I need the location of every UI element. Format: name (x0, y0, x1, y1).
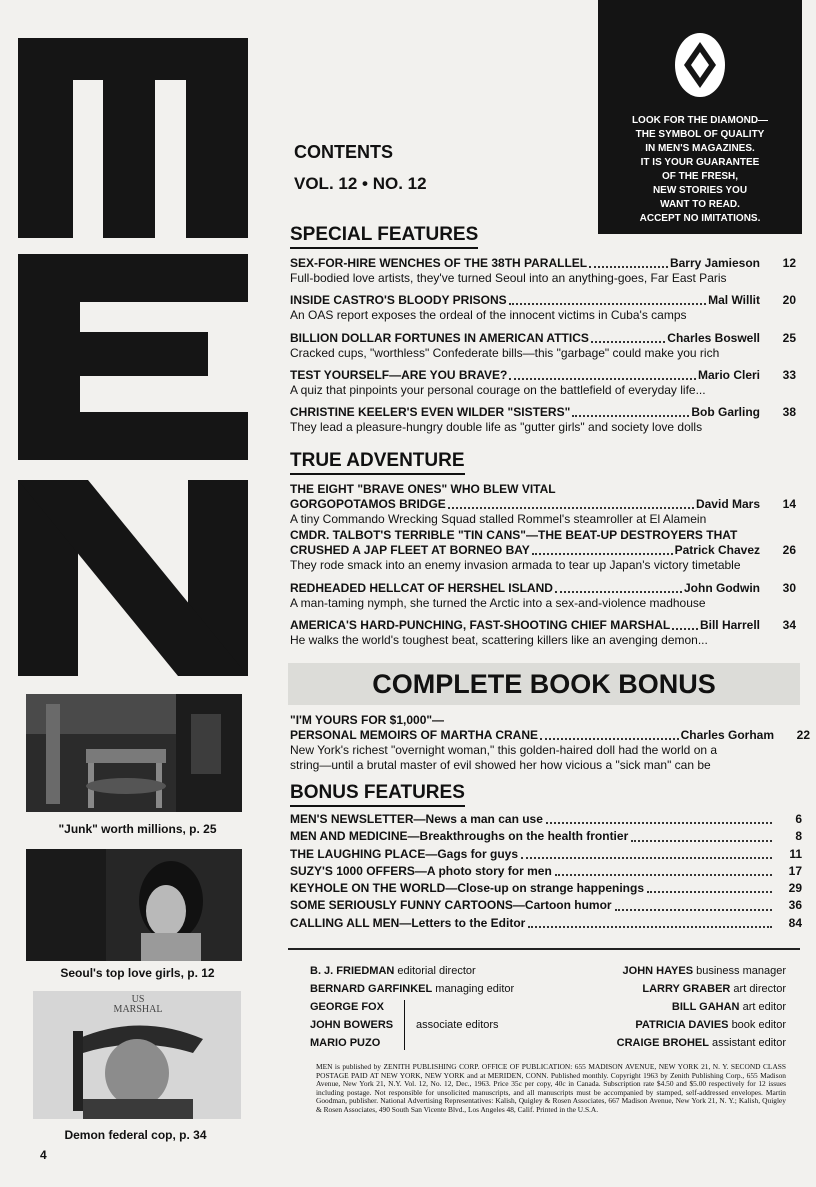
page-ref: 30 (782, 581, 796, 595)
divider (288, 948, 800, 950)
bonus-item[interactable]: SUZY'S 1000 OFFERS—A photo story for men 17 (290, 863, 802, 878)
contents-heading: CONTENTS (294, 142, 393, 162)
bonus-features-heading: BONUS FEATURES (290, 782, 465, 807)
volume-number: VOL. 12 • NO. 12 (294, 174, 427, 193)
photo-love-girls (26, 849, 242, 961)
toc-entry[interactable]: BILLION DOLLAR FORTUNES IN AMERICAN ATTICS Charles Boswell 25 Cracked cups, "worthless" Confederate bills—this "garbage" could make you rich (290, 331, 796, 360)
photo-junk (26, 694, 242, 812)
true-adventure-heading: TRUE ADVENTURE (290, 450, 465, 475)
page-ref: 20 (782, 293, 796, 307)
bonus-item[interactable]: MEN AND MEDICINE—Breakthroughs on the health frontier 8 (290, 829, 802, 844)
staff-right: JOHN HAYES business manager LARRY GRABER art director BILL GAHAN art editor PATRICIA DAVIES book editor CRAIGE BROHEL assistant editor (616, 965, 786, 1049)
toc-entry[interactable]: CMDR. TALBOT'S TERRIBLE "TIN CANS"—THE BEAT-UP DESTROYERS THAT CRUSHED A JAP FLEET AT BORNEO BAY Patrick Chavez 26 They rode smack into an enemy invasion armada to tear up Japan's victory timetable (290, 528, 796, 572)
n-diagonal (18, 480, 248, 676)
page-ref: 38 (782, 405, 796, 419)
toc-entry[interactable]: REDHEADED HELLCAT OF HERSHEL ISLAND John Godwin 30 A man-taming nymph, she turned the Arctic into a sex-and-violence madhouse (290, 581, 796, 610)
bonus-item[interactable]: CALLING ALL MEN—Letters to the Editor 84 (290, 915, 802, 930)
page-ref: 34 (782, 618, 796, 632)
antique-chair-image (26, 694, 242, 812)
toc-entry[interactable]: AMERICA'S HARD-PUNCHING, FAST-SHOOTING CHIEF MARSHAL Bill Harrell 34 He walks the world's toughest beat, scattering killers like an avenging demon... (290, 618, 796, 647)
page-ref: 33 (782, 368, 796, 382)
toc-entry-book[interactable]: "I'M YOURS FOR $1,000"— PERSONAL MEMOIRS OF MARTHA CRANE Charles Gorham 22 New York's richest "overnight woman," this golden-haired doll had the world on a string—until a brutal master of evil showed her how vicious a "sick man" can be (290, 713, 810, 772)
associate-bracket (404, 1000, 405, 1050)
caption-junk: "Junk" worth millions, p. 25 (58, 822, 217, 836)
photo-federal-cop (33, 991, 241, 1119)
bonus-item[interactable]: MEN'S NEWSLETTER—News a man can use 6 (290, 812, 802, 826)
toc-entry[interactable]: TEST YOURSELF—ARE YOU BRAVE? Mario Cleri 33 A quiz that pinpoints your personal courage on the battlefield of everyday life... (290, 368, 796, 397)
woman-portrait-image (26, 849, 242, 961)
page-number: 4 (40, 1148, 47, 1162)
staff-left: B. J. FRIEDMAN editorial director BERNARD GARFINKEL managing editor (310, 965, 515, 995)
caption-federal-cop: Demon federal cop, p. 34 (64, 1128, 207, 1142)
associate-editors: GEORGE FOX JOHN BOWERS MARIO PUZO (310, 1001, 394, 1049)
complete-book-bonus-banner: COMPLETE BOOK BONUS (288, 663, 800, 705)
bonus-item[interactable]: THE LAUGHING PLACE—Gags for guys 11 (290, 846, 802, 861)
page-ref: 14 (782, 497, 796, 511)
toc-entry[interactable]: INSIDE CASTRO'S BLOODY PRISONS Mal Willit 20 An OAS report exposes the ordeal of the innocent victims in Cuba's camps (290, 293, 796, 322)
diamond-slogan: LOOK FOR THE DIAMOND— THE SYMBOL OF QUALITY IN MEN'S MAGAZINES. IT IS YOUR GUARANTEE OF THE FRESH, NEW STORIES YOU WANT TO READ. ACCEPT NO IMITATIONS. (631, 115, 769, 224)
toc-entry[interactable]: CHRISTINE KEELER'S EVEN WILDER "SISTERS" Bob Garling 38 They lead a pleasure-hungry double life as "gutter girls" and society love dolls (290, 405, 796, 434)
toc-entry[interactable]: THE EIGHT "BRAVE ONES" WHO BLEW VITAL GORGOPOTAMOS BRIDGE David Mars 14 A tiny Commando Wrecking Squad stalled Rommel's steamroller at El Alamein (290, 482, 796, 526)
diamond-emblem-box (598, 0, 802, 234)
page-ref: 22 (796, 728, 810, 742)
bonus-features-list (290, 811, 802, 932)
page-ref: 25 (782, 331, 796, 345)
marshal-sign: US MARSHAL (113, 994, 163, 1015)
associate-role: associate editors (416, 1019, 499, 1031)
men-logo (0, 0, 260, 680)
toc-entry[interactable]: SEX-FOR-HIRE WENCHES OF THE 38TH PARALLEL Barry Jamieson 12 Full-bodied love artists, they've turned Seoul into an anything-goes, Far East Paris (290, 256, 796, 285)
page-ref: 26 (782, 543, 796, 557)
bonus-item[interactable]: KEYHOLE ON THE WORLD—Close-up on strange happenings 29 (290, 881, 802, 896)
caption-love-girls: Seoul's top love girls, p. 12 (60, 966, 215, 980)
page-ref: 12 (782, 256, 796, 270)
bonus-item[interactable]: SOME SERIOUSLY FUNNY CARTOONS—Cartoon humor 36 (290, 898, 802, 913)
publication-notice: MEN is published by ZENITH PUBLISHING CORP. OFFICE OF PUBLICATION: 655 MADISON AVENUE, NEW YORK 21, N. Y. SECOND CLASS POSTAGE PAID AT NEW YORK, NEW YORK and at MERIDEN, CONN. Published monthly. Copyright 1963 by Zenith Publishing Corp., 655 Madison Avenue, New York 21, N.Y. Vol. 12, No. 12, Dec., 1963. Price 35c per copy, 40c in Canada. Subscription rate $4.50 and $5.00 respectively for 12 issues including postage. Not responsible for unsolicited manuscripts, and all manuscripts must be accompanied by stamped, self-addressed envelopes. Martin Goodman, publisher. National Advertising Representatives: Kalish, Quigley & Rosen Associates, 667 Madison Avenue, New York 21, N. Y.; Kalish, Quigley & Rosen Associates, 490 South San Vicente Blvd., Los Angeles 48, Calif. Printed in the U.S.A. (316, 1062, 786, 1114)
special-features-heading: SPECIAL FEATURES (290, 224, 478, 249)
diamond-icon (674, 32, 726, 98)
